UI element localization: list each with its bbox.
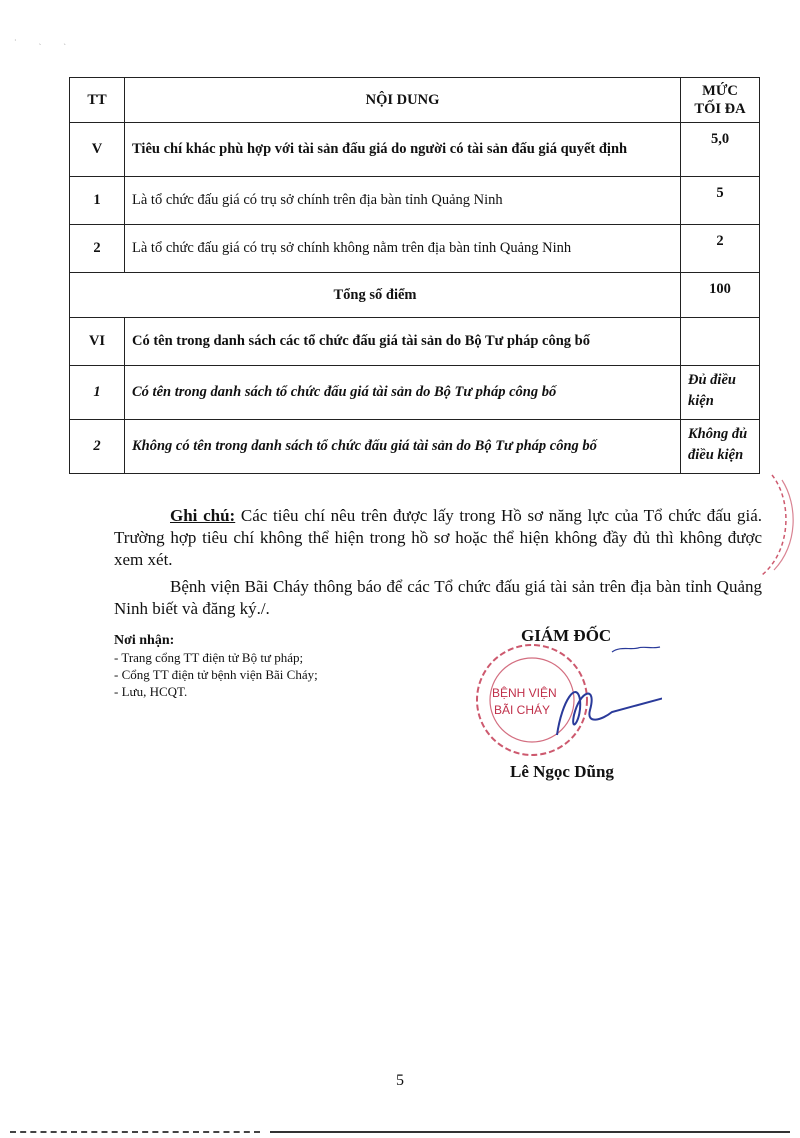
header-tt: TT — [70, 78, 125, 123]
signer-name: Lê Ngọc Dũng — [510, 762, 614, 781]
table-row — [70, 420, 760, 474]
table-row — [70, 318, 760, 366]
table-header-row — [70, 78, 760, 123]
row-content: Tiêu chí khác phù hợp với tài sản đấu giá do người có tài sản đấu giá quyết định — [125, 123, 681, 177]
row-content: Có tên trong danh sách tổ chức đấu giá tài sản do Bộ Tư pháp công bố — [125, 366, 681, 420]
scan-specks: · ˏ ˏ — [14, 36, 76, 45]
edge-stamp-mark — [752, 470, 800, 580]
scan-edge-dashes — [10, 1131, 260, 1133]
row-content: Là tổ chức đấu giá có trụ sở chính trên địa bàn tỉnh Quảng Ninh — [125, 177, 681, 225]
row-content: Không có tên trong danh sách tổ chức đấu giá tài sản do Bộ Tư pháp công bố — [125, 420, 681, 474]
announcement-paragraph: Bệnh viện Bãi Cháy thông báo để các Tổ chức đấu giá tài sản trên địa bàn tỉnh Quảng Ninh biết và đăng ký./. — [114, 577, 762, 618]
row-tt: 2 — [70, 420, 125, 474]
row-tt: 1 — [70, 177, 125, 225]
table-row — [70, 225, 760, 273]
note-text: Các tiêu chí nêu trên được lấy trong Hồ sơ năng lực của Tổ chức đấu giá. Trường hợp tiêu chí không thể hiện trong hồ sơ hoặc thể hiện không đầy đủ thì không được xem xét. — [114, 506, 762, 569]
recipient-item: - Lưu, HCQT. — [114, 684, 188, 699]
recipient-item: - Cổng TT điện tử bệnh viện Bãi Cháy; — [114, 667, 318, 682]
total-label: Tổng số điểm — [70, 273, 681, 318]
header-content: NỘI DUNG — [125, 78, 681, 123]
note-label: Ghi chú: — [170, 506, 236, 525]
row-content: Có tên trong danh sách các tổ chức đấu giá tài sản do Bộ Tư pháp công bố — [125, 318, 681, 366]
row-max: 5 — [681, 177, 760, 225]
note-paragraph — [114, 505, 762, 571]
stamp-text-1: BỆNH VIỆN — [492, 686, 557, 700]
row-tt: 1 — [70, 366, 125, 420]
table-row — [70, 177, 760, 225]
row-tt: V — [70, 123, 125, 177]
criteria-table — [69, 77, 760, 474]
row-tt: VI — [70, 318, 125, 366]
signer-title: GIÁM ĐỐC — [521, 626, 612, 645]
row-max — [681, 318, 760, 366]
page-number: 5 — [396, 1072, 404, 1089]
table-row — [70, 123, 760, 177]
recipients-heading: Nơi nhận: — [114, 633, 175, 648]
recipient-item: - Trang cổng TT điện tử Bộ tư pháp; — [114, 650, 304, 665]
row-max: 2 — [681, 225, 760, 273]
recipients-block — [114, 632, 318, 700]
scan-edge-line — [270, 1131, 790, 1133]
table-row — [70, 366, 760, 420]
row-content: Là tổ chức đấu giá có trụ sở chính không nằm trên địa bàn tỉnh Quảng Ninh — [125, 225, 681, 273]
official-stamp-seal — [462, 640, 662, 760]
stamp-text-2: BÃI CHÁY — [494, 703, 551, 717]
table-total-row — [70, 273, 760, 318]
header-max: MỨC TỐI ĐA — [681, 78, 760, 123]
row-max: Không đủ điều kiện — [681, 420, 760, 474]
row-max: Đủ điều kiện — [681, 366, 760, 420]
row-max: 5,0 — [681, 123, 760, 177]
total-value: 100 — [681, 273, 760, 318]
row-tt: 2 — [70, 225, 125, 273]
